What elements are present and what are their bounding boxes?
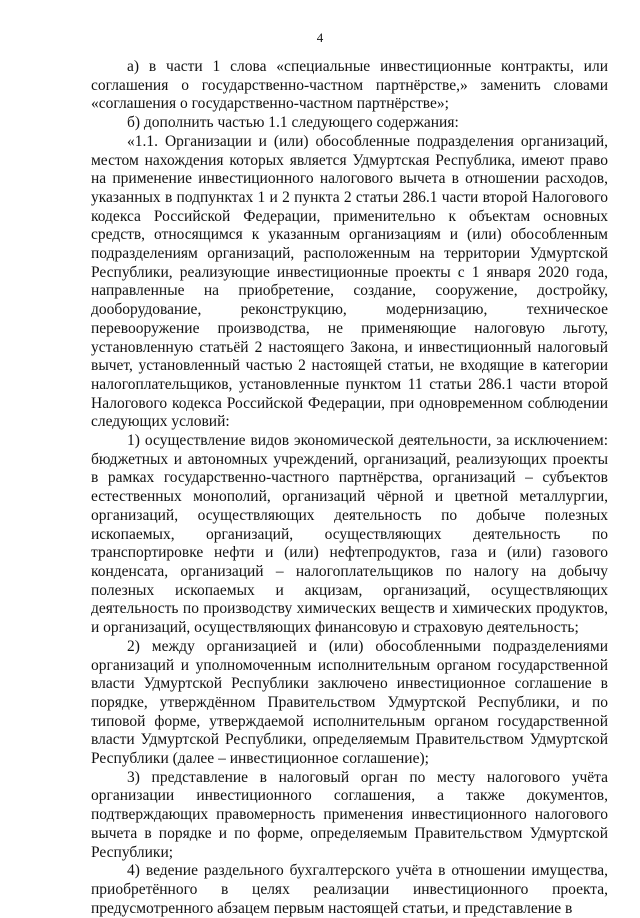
- paragraph-a: а) в части 1 слова «специальные инвестиционные контракты, или соглашения о государственно-частном партнёрстве,» заменить словами «соглашения о государственно-частном партнёрстве»;: [91, 58, 608, 113]
- condition-4: 4) ведение раздельного бухгалтерского учёта в отношении имущества, приобретённого в целях реализации инвестиционного проекта, предусмотренного абзацем первым настоящей статьи, и представление в: [91, 862, 608, 917]
- condition-2: 2) между организацией и (или) обособленными подразделениями организаций и уполномоченным исполнительным органом государственной власти Удмуртской Республики заключено инвестиционное соглашение в порядке, утверждённом Правительством Удмуртской Республики, и по типовой форме, утверждаемой исполнительным органом государственной власти Удмуртской Республики, определяемым Правительством Удмуртской Республики (далее – инвестиционное соглашение);: [91, 637, 608, 768]
- paragraph-b: б) дополнить частью 1.1 следующего содержания:: [127, 114, 459, 132]
- document-body: [91, 58, 608, 918]
- condition-1: 1) осуществление видов экономической деятельности, за исключением: бюджетных и автономных учреждений, организаций, реализующих проекты в рамках государственно-частного партнёрства, организаций – субъектов естественных монополий, организаций чёрной и цветной металлургии, организаций, осуществляющих деятельность по добыче полезных ископаемых, организаций, осуществляющих деятельность по транспортировке нефти и (или) нефтепродуктов, газа и (или) газового конденсата, организаций – налогоплательщиков по налогу на добычу полезных ископаемых и акцизам, организаций, осуществляющих деятельность по производству химических веществ и химических продуктов, и организаций, осуществляющих финансовую и страховую деятельность;: [91, 432, 608, 637]
- paragraph-1-1: «1.1. Организации и (или) обособленные подразделения организаций, местом нахождения которых является Удмуртская Республика, имеют право на применение инвестиционного налогового вычета в отношении расходов, указанных в подпунктах 1 и 2 пункта 2 статьи 286.1 части второй Налогового кодекса Российской Федерации, применительно к объектам основных средств, относящимся к указанным организациям и (или) обособленным подразделениям организаций, расположенным на территории Удмуртской Республики, реализующие инвестиционные проекты с 1 января 2020 года, направленные на приобретение, создание, сооружение, достройку, дооборудование, реконструкцию, модернизацию, техническое перевооружение производства, не применяющие налоговую льготу, установленную статьёй 2 настоящего Закона, и инвестиционный налоговый вычет, установленный частью 2 настоящей статьи, не входящие в категории налогоплательщиков, установленные пунктом 11 статьи 286.1 части второй Налогового кодекса Российской Федерации, при одновременном соблюдении следующих условий:: [91, 132, 608, 431]
- condition-3: 3) представление в налоговый орган по месту налогового учёта организации инвестиционного соглашения, а также документов, подтверждающих правомерность применения инвестиционного налогового вычета в порядке и по форме, определяемым Правительством Удмуртской Республики;: [91, 768, 608, 861]
- page-number: 4: [316, 30, 324, 45]
